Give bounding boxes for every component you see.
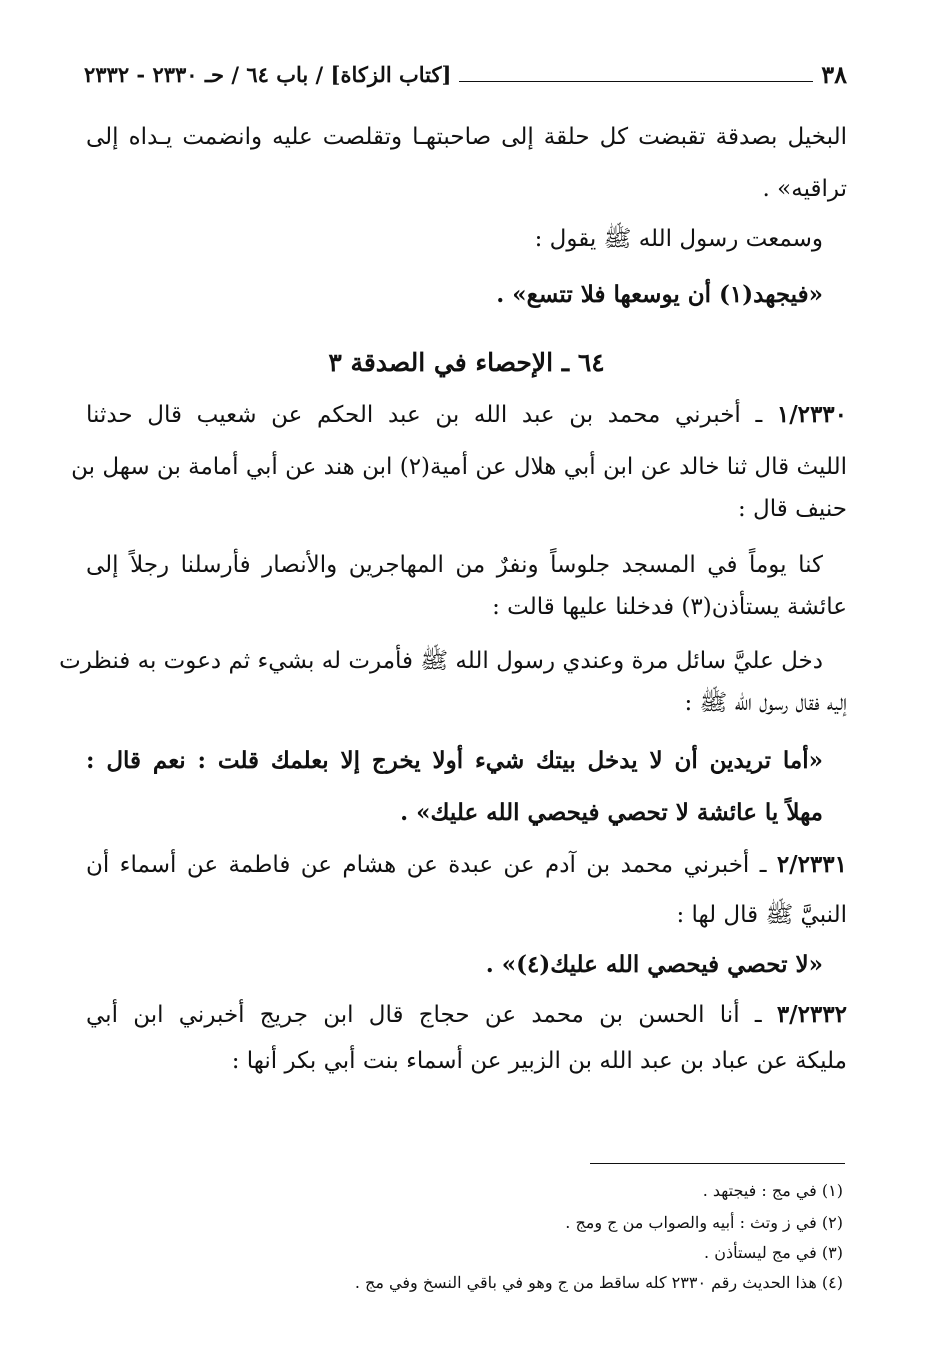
header-rule — [459, 81, 813, 82]
footnote: (٢) في ز وتث : أبيه والصواب من ج ومج . — [565, 1213, 843, 1232]
text-line: البخيل بصدقة تقبضت كل حلقة إلى صاحبتهـا وتقلصت عليه وانضمت يـداه إلى — [86, 124, 847, 150]
hadith-text: ـ أخبرني محمد بن عبد الله بن عبد الحكم عن شعيب قال حدثنا — [86, 402, 763, 428]
hadith-quote: مهلاً يا عائشة لا تحصي فيحصي الله عليك» . — [400, 799, 823, 826]
hadith-2331-line — [86, 848, 847, 882]
text-line: الليث قال ثنا خالد عن ابن أبي هلال عن أمية(٢) ابن هند عن أبي أمامة بن سهل بن — [71, 454, 847, 480]
hadith-text: ـ أنا الحسن بن محمد عن حجاج قال ابن جريج أخبرني ابن أبي — [86, 1002, 762, 1028]
text-line: تراقيه» . — [762, 176, 847, 202]
hadith-number: ٢/٢٣٣١ — [776, 851, 847, 878]
footnote: (٤) هذا الحديث رقم ٢٣٣٠ كله ساقط من ج وهو في باقي النسخ وفي مج . — [354, 1273, 843, 1292]
hadith-2332-line — [86, 998, 847, 1032]
hadith-2330-line — [86, 398, 847, 432]
page-number: ٣٨ — [821, 60, 847, 89]
footnote: (٣) في مج ليستأذن . — [704, 1243, 843, 1262]
text-line: مليكة عن عباد بن عبد الله بن الزبير عن أسماء بنت أبي بكر أنها : — [231, 1048, 847, 1074]
footnote-rule — [590, 1163, 845, 1164]
footnote: (١) في مج : فيجتهد . — [702, 1181, 843, 1200]
text-line: عائشة يستأذن(٣) فدخلنا عليها قالت : — [492, 594, 847, 620]
hadith-quote: «فيجهد(١) أن يوسعها فلا تتسع» . — [496, 281, 823, 308]
text-line: دخل عليَّ سائل مرة وعندي رسول الله ﷺ فأمرت له بشيء ثم دعوت به فنظرت — [59, 648, 823, 674]
hadith-quote: «أما تريدين أن لا يدخل بيتك شيء أولا يخرج إلا بعلمك قلت : نعم قال : — [86, 747, 823, 774]
text-line: النبيَّ ﷺ قال لها : — [676, 902, 847, 928]
text-line: كنا يوماً في المسجد جلوساً ونفرٌ من المهاجرين والأنصار فأرسلنا رجلاً إلى — [86, 552, 823, 578]
hadith-number: ١/٢٣٣٠ — [776, 401, 848, 428]
hadith-quote: «لا تحصي فيحصي الله عليك(٤)» . — [485, 951, 823, 978]
hadith-number: ٣/٢٣٣٢ — [776, 1001, 847, 1028]
text-line: وسمعت رسول الله ﷺ يقول : — [534, 226, 823, 252]
running-title: [كتاب الزكاة] / باب ٦٤ / حـ ٢٣٣٠ - ٢٣٣٢ — [84, 62, 452, 87]
section-title: ٦٤ ـ الإحصاء في الصدقة ٣ — [328, 348, 605, 377]
running-header — [84, 62, 847, 88]
text-line: إليه فقال رسول الله ﷺ : — [684, 690, 847, 716]
text-line: حنيف قال : — [738, 496, 847, 522]
hadith-text: ـ أخبرني محمد بن آدم عن عبدة عن هشام عن فاطمة عن أسماء أن — [86, 852, 767, 878]
